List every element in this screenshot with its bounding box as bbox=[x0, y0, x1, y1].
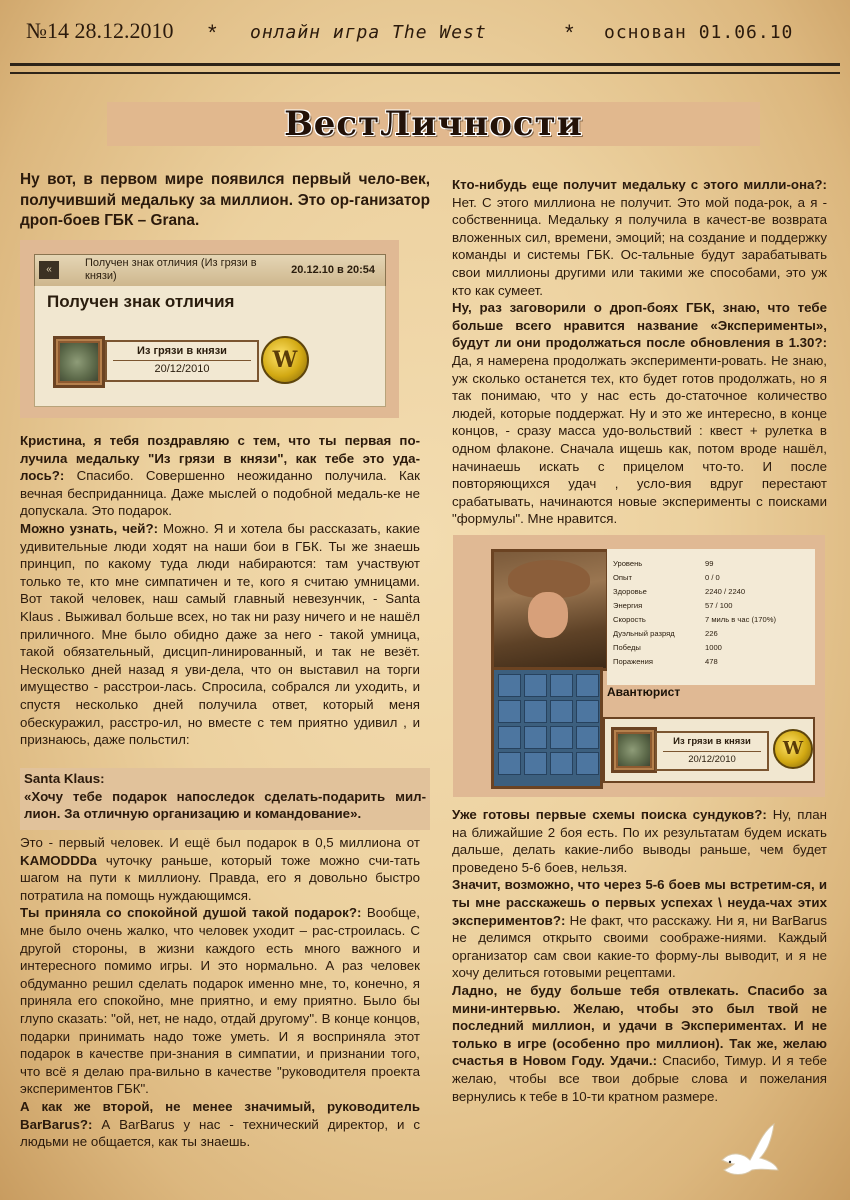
inventory-slot[interactable] bbox=[524, 752, 547, 775]
question: Ты приняла со спокойной душой такой подарок?: bbox=[20, 905, 362, 921]
answer: Ну, план на ближайшие 2 боя есть. По их результатам будем искать дальше, делать какие-либо выводы раньше, чем будет проведено 5-6 боев, нельзя. bbox=[452, 807, 827, 875]
left-column-continued bbox=[20, 834, 420, 1151]
inventory-slot[interactable] bbox=[576, 726, 599, 749]
newspaper-header bbox=[0, 14, 850, 54]
stat-value: 57 / 100 bbox=[705, 601, 733, 610]
award-plate bbox=[655, 731, 769, 771]
question: А как же второй, не менее значимый, руководитель BarBarus?: bbox=[20, 1098, 420, 1132]
right-column-continued bbox=[452, 806, 827, 1105]
question: Ладно, не буду больше тебя отвлекать. Спасибо за мини-интервью. Желаю, чтобы это был твой не последний миллион, и удачи в Экспериментах. И не только в игре (особенно про миллион). Так же, желаю счастья в Новом Году. Удачи.: bbox=[452, 982, 827, 1069]
back-arrow-icon[interactable]: « bbox=[39, 261, 59, 279]
question: Ну, раз заговорили о дроп-боях ГБК, знаю, что тебе больше всего нравится название «Эксперименты», будут ли они продолжаться после обновления в 1.30?: bbox=[452, 300, 827, 351]
stat-label: Скорость bbox=[613, 615, 646, 624]
tagline: онлайн игра The West bbox=[250, 22, 487, 43]
inventory-slot[interactable] bbox=[524, 700, 547, 723]
inventory-slot[interactable] bbox=[498, 674, 521, 697]
interview-qa bbox=[452, 299, 827, 528]
stat-label: Уровень bbox=[613, 559, 643, 568]
quote-author: Santa Klaus: bbox=[24, 771, 105, 786]
award-header bbox=[34, 254, 386, 288]
money-bag-icon bbox=[53, 336, 105, 388]
inventory-slot[interactable] bbox=[524, 726, 547, 749]
money-bag-icon bbox=[611, 727, 657, 773]
interview-qa bbox=[20, 520, 420, 749]
medal-icon: W bbox=[773, 729, 813, 769]
inventory-slot[interactable] bbox=[498, 726, 521, 749]
header-rule bbox=[10, 63, 840, 66]
inventory-slot[interactable] bbox=[498, 752, 521, 775]
award-mini-panel bbox=[603, 717, 815, 783]
inventory-slot[interactable] bbox=[550, 726, 573, 749]
medal-icon: W bbox=[261, 336, 309, 384]
section-banner bbox=[107, 102, 760, 146]
issue-number: №14 28.12.2010 bbox=[26, 18, 174, 43]
stat-value: 2240 / 2240 bbox=[705, 587, 746, 596]
stat-value: 99 bbox=[705, 559, 714, 568]
award-plate-date: 20/12/2010 bbox=[154, 363, 210, 375]
question: Значит, возможно, что через 5-6 боев мы встретим-ся, и ты мне расскажешь о первых успехах \ неуда-чах этих экспериментов?: bbox=[452, 877, 827, 928]
inventory-slot[interactable] bbox=[550, 700, 573, 723]
section-title: ВестЛичности bbox=[284, 104, 583, 144]
award-notification-card bbox=[20, 240, 399, 418]
inventory-slot[interactable] bbox=[550, 752, 573, 775]
answer: Вообще, мне было очень жалко, что человек уходит – рас-строилась. С другой стороны, в жизни каждого есть много важного и интересного помимо игры. И это нормально. А раз человек обдуманно решил сделать подарок именно мне, то, конечно, я приняла его спокойно, мне приятно, и ему приятно. Было бы глупо сказать: "ой, нет, не надо, отдай другому". В конце концов, подарки принимать надо тоже уметь. И я восприняла этот подарок в качестве при-знания в симпатии, и признании того, что всё я делаю пра-вильно в качестве "руководителя проекта экспериментов ГБК". bbox=[20, 905, 420, 1097]
quote-text: «Хочу тебе подарок напоследок сделать-подарить мил-лион. За отличную организацию и командование». bbox=[24, 788, 426, 822]
paragraph: Это - первый человек. И ещё был подарок в 0,5 миллиона от KAMODDDa чуточку раньше, который тоже можно счи-тать шагом на пути к миллиону. Правда, его я довольно быстро потратила на помощь нуждающимся. bbox=[20, 835, 420, 903]
answer: Спасибо, Тимур. И я тебе желаю, чтобы все твои добрые слова и пожелания вернулись к тебе в 10-ти кратном размере. bbox=[452, 1053, 827, 1104]
right-column bbox=[452, 176, 827, 528]
answer: Не факт, что расскажу. Ни я, ни BarBarus не делимся открыто своими соображе-ниями. Каждый организатор сам свои какие-то форму-лы выводит, и я не хочу делиться готовыми рецептами. bbox=[452, 912, 827, 981]
stat-label: Поражения bbox=[613, 657, 653, 666]
character-stats bbox=[607, 549, 815, 685]
award-plate-name: Из грязи в князи bbox=[137, 345, 227, 357]
interview-qa bbox=[452, 982, 827, 1105]
character-portrait bbox=[491, 549, 609, 671]
stat-label: Энергия bbox=[613, 601, 643, 610]
stat-value: 0 / 0 bbox=[705, 573, 720, 582]
left-column bbox=[20, 432, 420, 749]
award-body bbox=[34, 286, 386, 407]
answer: Можно. Я и хотела бы рассказать, какие удивительные люди ходят на наши бои в ГБК. Ты же знаешь принцип, по какому туда люди набираются: там участвуют только те, кто мне симпатичен и те, кого я считаю умницами. Вот такой человек, наш самый главный невезунчик, - Santa Klaus . Выживал больше всех, но так ни разу ничего и не нашёл приличного. Мне было обидно даже за него - такой умница, такой обязательный, дисцип-линированный, и так не везёт. Несколько дней назад я уви-дела, что он выставил на торги имущество - расстрои-лась. Спросила, собрался ли уходить, и спустя несколько дней получила ответ, который меня обескуражил, расстро-ил, но вместе с тем приятно удивил , и признаюсь, даже польстил: bbox=[20, 520, 420, 748]
question: Можно узнать, чей?: bbox=[20, 520, 159, 536]
star-separator: * bbox=[565, 20, 574, 45]
question: Кто-нибудь еще получит медальку с этого милли-она?: bbox=[452, 177, 827, 192]
answer: Нет. С этого миллиона не получит. Это мой пода-рок, а я - собственница. Медальку я получила в качест-ве возврата вложенных сил, времени, эмоций; на создание и поддержку команды и системы ГБК. Ос-тальные будут зарабатывать свои миллионы другими или такими же способами, это уж кто как сумеет. bbox=[452, 194, 827, 298]
stat-value: 478 bbox=[705, 657, 718, 666]
stat-label: Победы bbox=[613, 643, 641, 652]
inventory-slot[interactable] bbox=[576, 674, 599, 697]
award-plate bbox=[105, 340, 259, 382]
inventory-slot[interactable] bbox=[550, 674, 573, 697]
interview-qa bbox=[20, 432, 420, 520]
award-plate-name: Из грязи в князи bbox=[673, 736, 751, 747]
award-header-title: Получен знак отличия (Из грязи в князи) bbox=[85, 257, 257, 282]
inventory-slot[interactable] bbox=[576, 700, 599, 723]
player-name: KAMODDDa bbox=[20, 852, 97, 868]
question: Уже готовы первые схемы поиска сундуков?: bbox=[452, 807, 767, 822]
award-plate-date: 20/12/2010 bbox=[688, 754, 736, 765]
star-separator: * bbox=[208, 20, 217, 45]
answer: Да, я намерена продолжать эксперименти-ровать. Не знаю, уж сколько останется тех, кто будет готов продолжать, но я так понимаю, что у нас есть до-статочное количество людей, которые поддержат. Ну и это же интересно, в конце концов, - сразу масса удо-вольствий : квест + рулетка в одном флаконе. Сначала ищешь как, потом вроде нашёл, начинаешь искать с прицелом что-то. И после повторяющихся удач , усло-вия вдруг перестают срабатывать, начинаются новые эксперименты с поисками "формулы". Мне нравится. bbox=[452, 352, 827, 527]
quote-block bbox=[20, 768, 430, 830]
question: Кристина, я тебя поздравляю с тем, что ты первая по-лучила медальку "Из грязи в князи", как тебе это уда-лось?: bbox=[20, 433, 420, 484]
stat-label: Здоровье bbox=[613, 587, 647, 596]
inventory-slot[interactable] bbox=[524, 674, 547, 697]
award-big-title: Получен знак отличия bbox=[47, 292, 235, 311]
stat-label: Опыт bbox=[613, 573, 632, 582]
answer: А BarBarus у нас - технический директор, и с людьми не общается, как ты знаешь. bbox=[20, 1116, 420, 1150]
stat-value: 226 bbox=[705, 629, 718, 638]
stat-label: Дуэльный разряд bbox=[613, 629, 675, 638]
dove-icon bbox=[716, 1120, 782, 1180]
inventory-slot[interactable] bbox=[498, 700, 521, 723]
character-card bbox=[453, 535, 825, 797]
answer: Спасибо. Совершенно неожиданно получила. Как вечная бесприданница. Даже мыслей о подобной медаль-ке не допускала. Это подарок. bbox=[20, 468, 420, 519]
header-rule bbox=[10, 72, 840, 74]
inventory-grid bbox=[491, 667, 603, 789]
interview-qa bbox=[452, 806, 827, 876]
character-class: Авантюрист bbox=[607, 685, 681, 699]
lead-paragraph: Ну вот, в первом мире появился первый чело-век, получивший медальку за миллион. Это ор-ганизатор дроп-боев ГБК – Grana. bbox=[20, 171, 430, 229]
interview-qa bbox=[20, 904, 420, 1098]
interview-qa bbox=[452, 176, 827, 299]
stat-value: 1000 bbox=[705, 643, 722, 652]
award-date: 20.12.10 в 20:54 bbox=[291, 264, 375, 276]
inventory-slot[interactable] bbox=[576, 752, 599, 775]
interview-qa bbox=[20, 1098, 420, 1151]
stat-value: 7 миль в час (170%) bbox=[705, 615, 777, 624]
interview-qa bbox=[452, 876, 827, 982]
founded-date: основан 01.06.10 bbox=[604, 22, 794, 43]
